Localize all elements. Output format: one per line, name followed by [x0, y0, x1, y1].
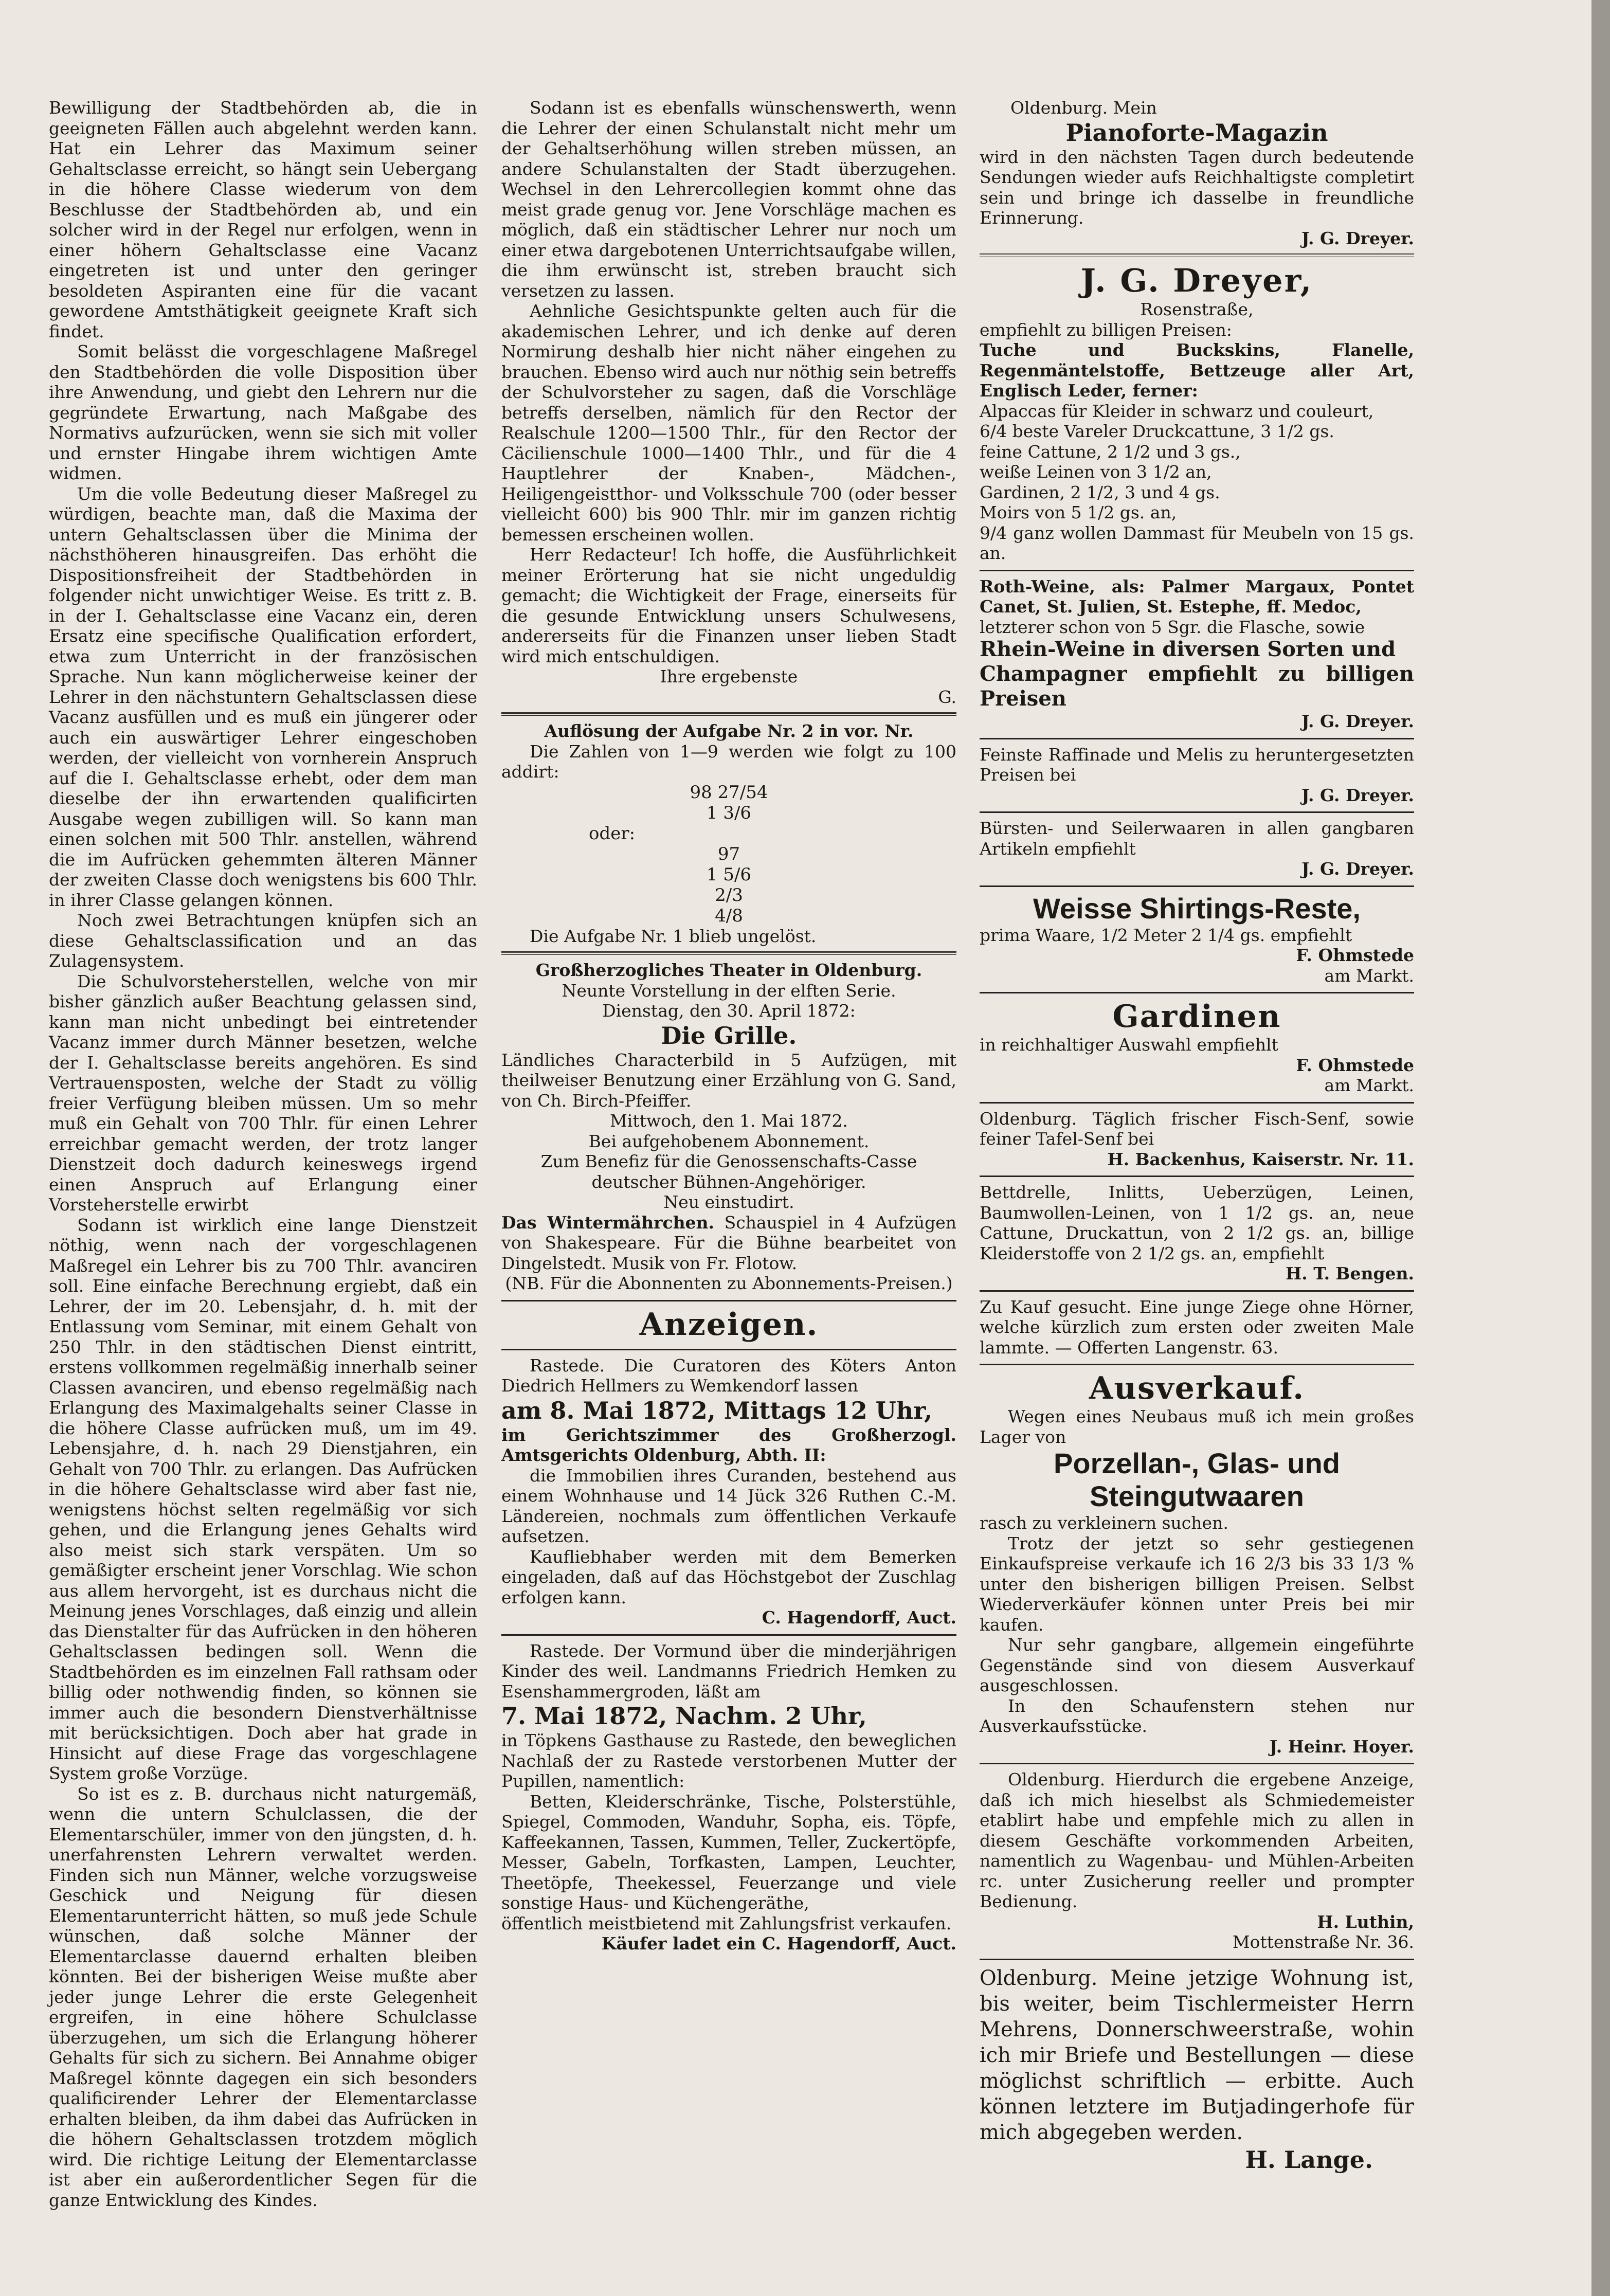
- paragraph: Die Schulvorsteherstellen, welche von mir bisher gänzlich außer Beachtung gelassen sind, kann man nicht unbedingt bei eintretender Vacanz immer durch Männer besetzen, welche der I. Gehaltsclasse bereits angehören. Es sind Vertrauensposten, welche der Stadt zu völlig freier Verfügung bleiben müssen. Um so mehr muß ein Gehalt von 700 Thlr. für einen Lehrer erreichbar gemacht werden, der trotz langer Dienstzeit doch dadurch keineswegs irgend einen Anspruch auf Erlangung einer Vorsteherstelle erwirbt: [49, 971, 477, 1215]
- theater-sub: Neunte Vorstellung in der elften Serie.: [562, 980, 896, 1001]
- ad-line: letzterer schon von 5 Sgr. die Flasche, sowie: [980, 617, 1365, 637]
- ad-signature: H. Luthin,: [1317, 1911, 1414, 1932]
- ad-title: Ausverkauf.: [1089, 1370, 1305, 1406]
- puzzle-note: Die Aufgabe Nr. 1 blieb ungelöst.: [530, 926, 817, 946]
- ad-line: Alpaccas für Kleider in schwarz und couleurt,: [980, 401, 1374, 421]
- play-title: Die Grille.: [661, 1021, 797, 1050]
- letter-closing: Ihre ergebenste: [660, 666, 798, 686]
- ad-signature: F. Ohmstede: [1296, 945, 1414, 965]
- paragraph: Sodann ist es ebenfalls wünschenswerth, wenn die Lehrer der einen Schulanstalt nicht mehr um der Gehaltserhöhung willen streben müssen, an andere Schulanstalten der Stadt überzugehen. Wechsel in den Lehrercollegien kommt ohne das meist grade genug vor. Jene Vorschläge machen es möglich, daß ein städtischer Lehrer nur noch um einer etwa dargebotenen Unterrichtsaufgabe willen, die ihm erwünscht ist, streben braucht sich versetzen zu lassen.: [501, 98, 956, 301]
- paragraph: Bewilligung der Stadtbehörden ab, die in geeigneten Fällen auch abgelehnt werden kann. Hat ein Lehrer das Maximum seiner Gehaltsclasse erreicht, so hängt sein Uebergang in die höhere Classe wiederum von dem Beschlusse der Stadtbehörden ab, und ein solcher wird in der Regel nur erfolgen, wenn in einer höhern Gehaltsclasse eine Vacanz eingetreten ist und unter den geringer besoldeten Aspiranten eine für die vacant gewordene Amtsthätigkeit geeignete Kraft sich findet.: [49, 98, 477, 341]
- ad-text: Nur sehr gangbare, allgemein eingeführte Gegenstände sind von diesem Ausverkauf ausgeschlossen.: [980, 1635, 1414, 1695]
- divider: [980, 811, 1414, 813]
- theater-date: Dienstag, den 30. April 1872:: [602, 1001, 856, 1021]
- paragraph: Aehnliche Gesichtspunkte gelten auch für die akademischen Lehrer, und ich denke auf deren Normirung deshalb hier nicht näher eingehen zu brauchen. Ebenso wird auch nur nöthig sein betreffs der Schulvorsteher zu sagen, daß die Vorschläge betreffs derselben, nämlich für den Rector der Realschule 1200—1500 Thlr., für den Rector der Cäcilienschule 1000—1400 Thlr., und für die 4 Hauptlehrer der Knaben-, Mädchen-, Heiligengeistthor- und Volksschule 700 (oder besser vielleicht 600) bis 900 Thlr. mir im ganzen richtig bemessen erscheinen wollen.: [501, 301, 956, 545]
- theater-note: Zum Benefiz für die Genossenschafts-Casse deutscher Bühnen-Angehöriger.: [540, 1151, 917, 1192]
- divider: [501, 1634, 956, 1636]
- column-middle: [501, 98, 956, 1954]
- ad-line: Rhein-Weine in diversen Sorten und: [980, 637, 1396, 661]
- ad-signature: H. Backenhus, Kaiserstr. Nr. 11.: [1107, 1149, 1414, 1169]
- theater-note: Neu einstudirt.: [663, 1192, 794, 1212]
- ad-line: Tuche und Buckskins, Flanelle, Regenmäntelstoffe, Bettzeuge aller Art, Englisch Leder, ferner:: [980, 340, 1414, 401]
- ad-text: Kaufliebhaber werden mit dem Bemerken eingeladen, daß auf das Höchstgebot der Zuschlag erfolgen kann.: [501, 1546, 956, 1607]
- puzzle-line: 1 3/6: [706, 802, 752, 823]
- ad-text: Oldenburg. Mein: [1010, 98, 1157, 118]
- ad-title: Gardinen: [1112, 999, 1281, 1035]
- ad-text: Betten, Kleiderschränke, Tische, Polsterstühle, Spiegel, Commoden, Wanduhr, Sopha, eis. Töpfe, Kaffeekannen, Tassen, Kummen, Teller, Zuckertöpfe, Messer, Gabeln, Torfkasten, Lampen, Leuchter, Theetöpfe, Theekessel, Feuerzange und viele sonstige Haus- und Küchengeräthe,: [501, 1791, 956, 1913]
- ad-signature: J. G. Dreyer.: [1301, 228, 1414, 248]
- divider: [501, 712, 956, 716]
- ad-address: Mottenstraße Nr. 36.: [1232, 1932, 1414, 1952]
- divider: [980, 992, 1414, 993]
- column-left: [49, 98, 477, 2210]
- play-desc: Ländliches Characterbild in 5 Aufzügen, mit theilweiser Benutzung einer Erzählung von G. Sand, von Ch. Birch-Pfeiffer.: [501, 1050, 956, 1111]
- section-title: Anzeigen.: [639, 1306, 819, 1343]
- divider: [980, 1102, 1414, 1104]
- ad-signature: F. Ohmstede: [1296, 1055, 1414, 1075]
- divider: [980, 1364, 1414, 1365]
- divider: [980, 1176, 1414, 1177]
- ad-text: rasch zu verkleinern suchen.: [980, 1513, 1228, 1533]
- theater-nb: (NB. Für die Abonnenten zu Abonnements-Preisen.): [505, 1273, 953, 1293]
- theater-title: Großherzogliches Theater in Oldenburg.: [535, 960, 922, 980]
- ad-signature: H. Lange.: [1245, 2145, 1373, 2174]
- paragraph: Noch zwei Betrachtungen knüpfen sich an diese Gehaltsclassification und an das Zulagensystem.: [49, 910, 477, 971]
- ad-line: empfiehlt zu billigen Preisen:: [980, 319, 1232, 340]
- divider: [980, 1290, 1414, 1292]
- ad-signature: J. G. Dreyer.: [1301, 859, 1414, 879]
- ad-text: Bürsten- und Seilerwaaren in allen gangbaren Artikeln empfiehlt: [980, 818, 1414, 859]
- ad-signature: Käufer ladet ein C. Hagendorff, Auct.: [601, 1933, 956, 1954]
- puzzle-line: 98 27/54: [690, 782, 768, 803]
- paragraph: Um die volle Bedeutung dieser Maßregel zu würdigen, beachte man, daß die Maxima der untern Gehaltsclassen über die Minima der nächsthöheren hinausgreifen. Das erhöht die Dispositionsfreiheit der Stadtbehörden in folgender nicht unwichtiger Weise. Es tritt z. B. in der I. Gehaltsclasse eine Vacanz ein, deren Ersatz eine specifische Qualification erfordert, etwa zum Unterricht in der französischen Sprache. Nun kann möglicherweise keiner der Lehrer in den nächstuntern Gehaltsclassen diese Vacanz ausfüllen und es muß ein jüngerer oder auch ein auswärtiger Lehrer eingeschoben werden, der vielleicht von vornherein Anspruch auf die I. Gehaltsclasse erhebt, oder dem man dieselbe der ihn erwartenden qualificirten Ausgabe wegen zubilligen will. So kann man einen solchen mit 500 Thlr. anstellen, während die im Aufrücken gehemmten älteren Männer der zweiten Classe doch wenigstens bis 600 Thlr. in ihrer Classe gelangen können.: [49, 483, 477, 910]
- puzzle-text: Die Zahlen von 1—9 werden wie folgt zu 100 addirt:: [501, 741, 956, 782]
- theater-note: Bei aufgehobenem Abonnement.: [588, 1131, 870, 1151]
- column-right: [980, 98, 1414, 2174]
- ad-title: Weisse Shirtings-Reste,: [1033, 892, 1361, 925]
- ad-text: Wegen eines Neubaus muß ich mein großes Lager von: [980, 1406, 1414, 1447]
- ad-text: Trotz der jetzt so sehr gestiegenen Einkaufspreise verkaufe ich 16 2/3 bis 33 1/3 % unter den bisherigen billigen Preisen. Selbst Wiederverkäufer können unter Preis bei mir kaufen.: [980, 1533, 1414, 1635]
- paragraph: Herr Redacteur! Ich hoffe, die Ausführlichkeit meiner Erörterung hat sie nicht ungeduldig gemacht; die Wichtigkeit der Frage, einerseits für die gesunde Entwicklung unsers Schulwesens, andererseits für die Finanzen unser lieben Stadt wird mich entschuldigen.: [501, 545, 956, 666]
- ad-place: im Gerichtszimmer des Großherzogl. Amtsgerichts Oldenburg, Abth. II:: [501, 1424, 956, 1465]
- page-edge: [1591, 0, 1610, 2296]
- ad-text: wird in den nächsten Tagen durch bedeutende Sendungen wieder aufs Reichhaltigste completirt sein und bringe ich dasselbe in freundliche Erinnerung.: [980, 147, 1414, 228]
- divider: [980, 1959, 1414, 1960]
- ad-text: Bettdrelle, Inlitts, Ueberzügen, Leinen, Baumwollen-Leinen, von 1 1/2 gs. an, neue Cattune, Druckattun, von 2 1/2 gs. an, billige Kleiderstoffe von 2 1/2 gs. an, empfiehlt: [980, 1182, 1414, 1263]
- puzzle-line: 97: [717, 843, 740, 864]
- ad-title: Pianoforte-Magazin: [1065, 118, 1328, 147]
- ad-text: Oldenburg. Meine jetzige Wohnung ist, bis weiter, beim Tischlermeister Herrn Mehrens, Donnerschweerstraße, wohin ich mir Briefe und Bestellungen — diese möglichst schriftlich — erbitte. Auch können letztere im Butjadingerhofe für mich abgegeben werden.: [980, 1966, 1414, 2144]
- ad-date: 7. Mai 1872, Nachm. 2 Uhr,: [501, 1702, 867, 1730]
- ad-text: Feinste Raffinade und Melis zu heruntergesetzten Preisen bei: [980, 744, 1414, 785]
- ad-line: Roth-Weine, als: Palmer Margaux, Pontet Canet, St. Julien, St. Estephe, ff. Medoc,: [980, 576, 1414, 617]
- divider: [980, 1763, 1414, 1764]
- ad-title: J. G. Dreyer,: [1080, 262, 1313, 299]
- ad-goods: Porzellan-, Glas- und Steingutwaaren: [1054, 1447, 1340, 1512]
- ad-text: Zu Kauf gesucht. Eine junge Ziege ohne Hörner, welche kürzlich zum ersten oder zweiten Male lammte. — Offerten Langenstr. 63.: [980, 1296, 1414, 1358]
- ad-text: Oldenburg. Täglich frischer Fisch-Senf, sowie feiner Tafel-Senf bei: [980, 1108, 1414, 1149]
- ad-line: feine Cattune, 2 1/2 und 3 gs.,: [980, 441, 1241, 462]
- ad-signature: J. G. Dreyer.: [1301, 711, 1414, 731]
- ad-text: in Töpkens Gasthause zu Rastede, den beweglichen Nachlaß der zu Rastede verstorbenen Mutter der Pupillen, namentlich:: [501, 1730, 956, 1791]
- ad-address: am Markt.: [1324, 965, 1414, 986]
- ad-line: 9/4 ganz wollen Dammast für Meubeln von 15 gs. an.: [980, 522, 1414, 563]
- play-desc: Schauspiel in 4 Aufzügen von Shakespeare. Für die Bühne bearbeitet von Dingelstedt. Musik von Fr. Flotow.: [501, 1212, 956, 1273]
- puzzle-line: 1 5/6: [706, 864, 752, 885]
- paragraph: So ist es z. B. durchaus nicht naturgemäß, wenn die untern Schulclassen, die der Elementarschüler, immer von den jüngsten, d. h. unerfahrensten Lehrern verwaltet werden. Finden sich nun Männer, welche vorzugsweise Geschick und Neigung für diesen Elementarunterricht hätten, so muß jede Schule wünschen, daß solche Männer der Elementarclasse dauernd erhalten bleiben könnten. Bei der bisherigen Weise mußte aber jeder junge Lehrer die erste Gelegenheit ergreifen, in eine höhere Schulclasse überzugehen, um sich die Erlangung höherer Gehalts für sich zu sichern. Bei Annahme obiger Maßregel könnte dagegen ein sich besonders qualificirender Lehrer der Elementarclasse erhalten bleiben, da ihm dabei das Aufrücken in die höhern Gehaltsclassen trotzdem möglich wird. Die richtige Leitung der Elementarclasse ist aber ein außerordentlicher Segen für die ganze Entwicklung des Kindes.: [49, 1783, 477, 2210]
- ad-text: Rastede. Der Vormund über die minderjährigen Kinder des weil. Landmanns Friedrich Hemken zu Esenshammergroden, läßt am: [501, 1640, 956, 1702]
- ad-text: prima Waare, 1/2 Meter 2 1/4 gs. empfiehlt: [980, 925, 1352, 945]
- puzzle-solution: [501, 782, 956, 926]
- ad-signature: J. Heinr. Hoyer.: [1269, 1736, 1414, 1757]
- ad-line: 6/4 beste Vareler Druckcattune, 3 1/2 gs.: [980, 421, 1334, 441]
- letter-signature: G.: [938, 686, 956, 707]
- ad-text: öffentlich meistbietend mit Zahlungsfrist verkaufen.: [501, 1913, 952, 1933]
- ad-signature: H. T. Bengen.: [1286, 1263, 1414, 1283]
- divider: [980, 570, 1414, 571]
- puzzle-line: 2/3: [715, 884, 743, 906]
- ad-text: Oldenburg. Hierdurch die ergebene Anzeige, daß ich mich hieselbst als Schmiedemeister etablirt habe und empfehle mich zu allen in diesem Geschäfte vorkommenden Arbeiten, namentlich zu Wagenbau- und Mühlen-Arbeiten rc. unter Zusicherung reeller und prompter Bedienung.: [980, 1769, 1414, 1911]
- ad-text: die Immobilien ihres Curanden, bestehend aus einem Wohnhause und 14 Jück 326 Ruthen C.-M. Ländereien, nochmals zum öffentlichen Verkaufe aufsetzen.: [501, 1465, 956, 1546]
- divider: [980, 738, 1414, 739]
- ad-address: Rosenstraße,: [1140, 299, 1254, 319]
- divider: [501, 1349, 956, 1350]
- puzzle-oder: oder:: [589, 823, 636, 844]
- ad-text: Rastede. Die Curatoren des Köters Anton Diedrich Hellmers zu Wemkendorf lassen: [501, 1355, 956, 1396]
- paragraph: Somit belässt die vorgeschlagene Maßregel den Stadtbehörden die volle Disposition über ihre Anwendung, und giebt den Lehrern nur die gegründete Erwartung, nach Maßgabe des Normativs aufzurücken, wenn sie sich mit voller und ernster Hingabe ihrem wichtigen Amte widmen.: [49, 341, 477, 483]
- ad-line: Champagner empfiehlt zu billigen Preisen: [980, 662, 1414, 711]
- puzzle-title: Auflösung der Aufgabe Nr. 2 in vor. Nr.: [544, 721, 914, 741]
- divider: [501, 1300, 956, 1301]
- paragraph: Sodann ist wirklich eine lange Dienstzeit nöthig, wenn nach der vorgeschlagenen Maßregel ein Lehrer bis zu 700 Thlr. avanciren soll. Eine einfache Berechnung ergiebt, daß ein Lehrer, der im 20. Lebensjahr, d. h. mit der Entlassung vom Seminar, mit einem Gehalt von 250 Thlr. in den städtischen Dienst eintritt, erstens vollkommen regelmäßig innerhalb seiner Classen avanciren, und ebenso regelmäßig nach Erlangung des Maximalgehalts seiner Classe in die höhere Classe aufrücken muß, um im 49. Lebensjahre, d. h. nach 29 Dienstjahren, ein Gehalt von 700 Thlr. zu erlangen. Das Aufrücken in die höhere Gehaltsclasse wird aber fast nie, wenigstens höchst selten regelmäßig vor sich gehen, und die Erlangung jenes Gehalts wird also meist sich stark verspäten. Um so gemäßigter erscheint jener Vorschlag. Wie schon aus allem hervorgeht, ist es durchaus nicht die Meinung jenes Vorschlages, daß einzig und allein das Dienstalter für das Aufrücken in den höheren Gehaltsclassen bedingen soll. Wenn die Stadtbehörden es im einzelnen Fall rathsam oder billig oder nothwendig finden, so können sie immer auch die besondern Dienstverhältnisse mit berücksichtigen. Doch aber hat grade in Hinsicht auf diese Frage das vorgeschlagene System große Vorzüge.: [49, 1215, 477, 1783]
- divider: [980, 885, 1414, 887]
- divider: [501, 951, 956, 955]
- ad-line: Moirs von 5 1/2 gs. an,: [980, 502, 1177, 522]
- ad-text: in reichhaltiger Auswahl empfiehlt: [980, 1035, 1278, 1055]
- ad-text: In den Schaufenstern stehen nur Ausverkaufsstücke.: [980, 1695, 1414, 1736]
- ad-line: Gardinen, 2 1/2, 3 und 4 gs.: [980, 482, 1220, 502]
- play-title: Das Wintermährchen.: [501, 1212, 715, 1233]
- ad-signature: C. Hagendorff, Auct.: [762, 1607, 956, 1628]
- ad-date: am 8. Mai 1872, Mittags 12 Uhr,: [501, 1396, 933, 1424]
- ad-address: am Markt.: [1324, 1075, 1414, 1095]
- puzzle-line: 4/8: [715, 905, 743, 926]
- ad-line: weiße Leinen von 3 1/2 an,: [980, 462, 1212, 482]
- theater-date: Mittwoch, den 1. Mai 1872.: [609, 1111, 848, 1131]
- ad-signature: J. G. Dreyer.: [1301, 785, 1414, 805]
- divider: [980, 254, 1414, 257]
